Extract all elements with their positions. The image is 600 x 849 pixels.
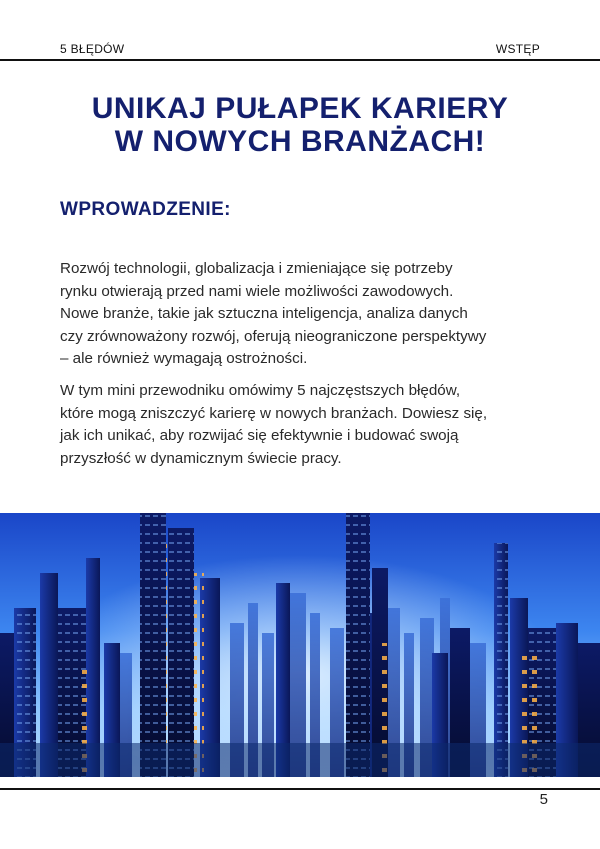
paragraph-line: jak ich unikać, aby rozwijać się efektywnie i budować swoją <box>60 427 459 444</box>
page-number: 5 <box>539 791 548 808</box>
paragraph-line: czy zrównoważony rozwój, oferują nieograniczone perspektywy <box>60 327 487 345</box>
paragraph-line: W tym mini przewodniku omówimy 5 najczęstszych błędów, <box>60 382 461 399</box>
paragraph-line: Nowe branże, takie jak sztuczna inteligencja, analiza danych <box>60 305 468 322</box>
footer-rule <box>0 788 600 790</box>
section-heading: WPROWADZENIE: <box>60 199 231 220</box>
header-left-label: 5 BŁĘDÓW <box>60 42 125 56</box>
header-rule <box>0 59 600 61</box>
paragraph-line: rynku otwierają przed nami wiele możliwości zawodowych. <box>60 282 454 300</box>
paragraph-line: które mogą zniszczyć karierę w nowych branżach. Dowiesz się, <box>60 404 488 422</box>
city-skyline-image <box>0 513 600 777</box>
intro-paragraph-1 <box>60 258 560 371</box>
page-title-line-1: UNIKAJ PUŁAPEK KARIERY <box>91 92 509 125</box>
page-title <box>0 92 600 158</box>
paragraph-line: przyszłość w dynamicznym świecie pracy. <box>60 449 342 467</box>
paragraph-line: – ale również wymagają ostrożności. <box>60 350 308 367</box>
intro-paragraph-2 <box>60 380 560 470</box>
header-right-label: WSTĘP <box>495 42 540 56</box>
page-title-line-2: W NOWYCH BRANŻACH! <box>114 125 486 158</box>
paragraph-line: Rozwój technologii, globalizacja i zmieniające się potrzeby <box>60 260 453 277</box>
page-header <box>0 42 600 60</box>
